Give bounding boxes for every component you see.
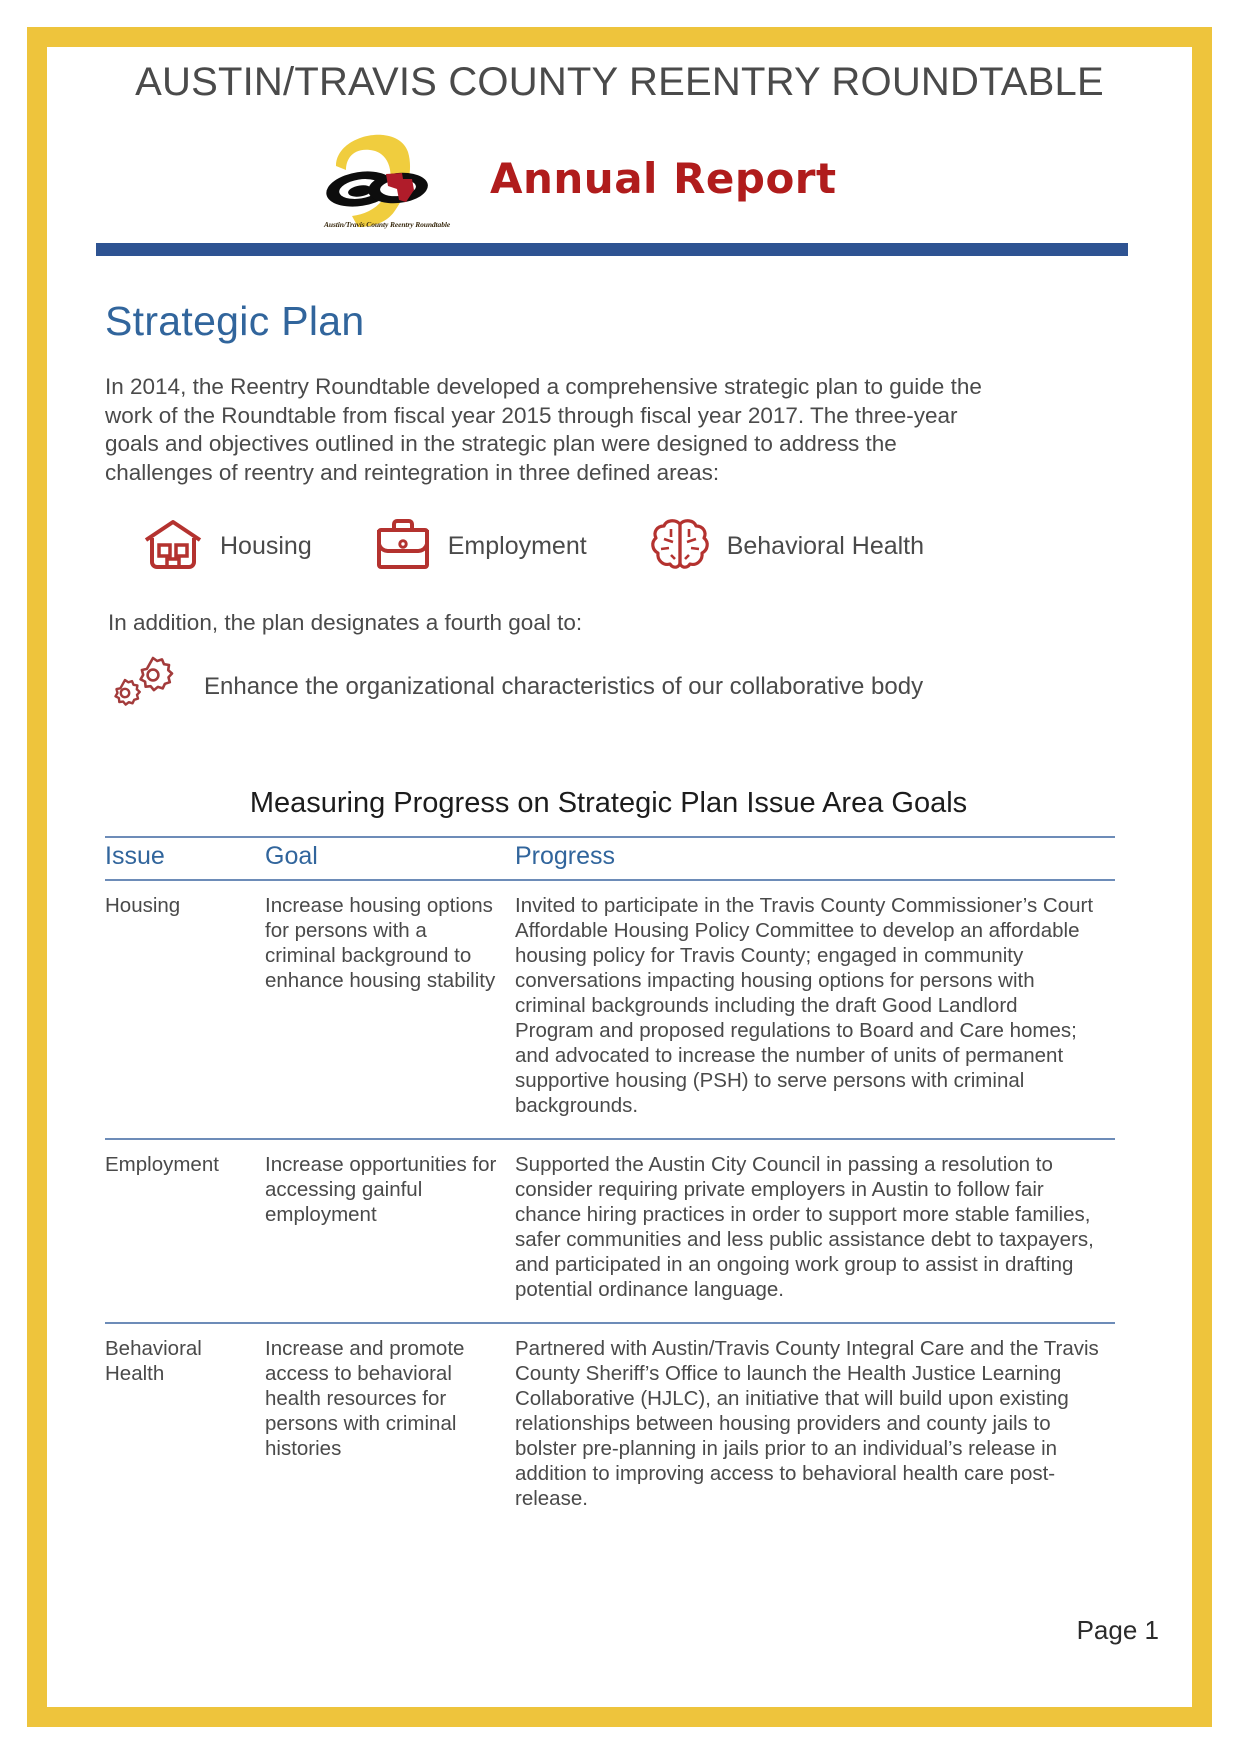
annual-report-label: Annual Report: [490, 153, 837, 203]
page-content: [72, 60, 1167, 1531]
table-row: [105, 1323, 1115, 1531]
gear-small: [116, 680, 140, 705]
section-title: Strategic Plan: [105, 298, 365, 344]
focus-areas-row: [142, 517, 1167, 576]
progress-table: [105, 836, 1115, 1531]
cell-goal: Increase and promote access to behavioral health resources for persons with criminal histories: [265, 1337, 465, 1461]
focus-area-label: Behavioral Health: [726, 532, 925, 561]
logo-row: [72, 123, 1167, 233]
section-intro-text: In 2014, the Reentry Roundtable developed a comprehensive strategic plan to guide the work of the Roundtable from fiscal year 2015 through fiscal year 2017. The three-year goals and objectives outlined in the strategic plan were designed to address the challenges of reentry and reintegration in three defined areas:: [105, 374, 982, 485]
blue-divider-bar: [96, 243, 1128, 256]
gear-large: [141, 658, 172, 690]
cell-issue: Employment: [105, 1139, 265, 1323]
logo-svg: [302, 126, 462, 231]
logo-caption: Austin/Travis County Reentry Roundtable: [324, 219, 451, 229]
fourth-goal-text: Enhance the organizational characteristics of our collaborative body: [204, 672, 924, 700]
gears-icon: [110, 654, 184, 719]
focus-area-behavioral-health: [649, 517, 924, 576]
house-icon: [142, 518, 204, 575]
cell-issue: Housing: [105, 880, 265, 1139]
brain-icon: [649, 517, 711, 576]
cell-goal: Increase housing options for persons with a criminal background to enhance housing stability: [265, 880, 515, 1139]
table-header-row: [105, 837, 1115, 880]
fourth-goal-row: [110, 654, 1167, 719]
column-header-goal: Goal: [265, 837, 515, 880]
table-caption: Measuring Progress on Strategic Plan Issue Area Goals: [249, 787, 968, 820]
focus-area-housing: [142, 518, 312, 575]
page-number: Page 1: [1076, 1615, 1159, 1645]
briefcase-icon: [374, 517, 432, 576]
cell-goal: Increase opportunities for accessing gainful employment: [265, 1139, 515, 1323]
organization-logo-icon: [302, 126, 462, 231]
cell-issue: Behavioral Health: [105, 1337, 202, 1386]
cell-progress: Supported the Austin City Council in passing a resolution to consider requiring private employers in Austin to follow fair chance hiring practices in order to support more stable families, safer communities and less public assistance debt to taxpayers, and participated in an ongoing work group to assist in drafting potential ordinance language.: [515, 1139, 1115, 1323]
table-row: [105, 880, 1115, 1139]
table-row: [105, 1139, 1115, 1323]
cell-progress: Invited to participate in the Travis County Commissioner’s Court Affordable Housing Policy Committee to develop an affordable housing policy for Travis County; engaged in community conversations impacting housing options for persons with criminal backgrounds including the draft Good Landlord Program and proposed regulations to Board and Care homes; and advocated to increase the number of units of permanent supportive housing (PSH) to serve persons with criminal backgrounds.: [515, 880, 1115, 1139]
page-title: AUSTIN/TRAVIS COUNTY REENTRY ROUNDTABLE: [135, 60, 1104, 104]
focus-area-label: Employment: [447, 532, 587, 561]
fourth-goal-intro: In addition, the plan designates a fourth goal to:: [108, 610, 583, 636]
column-header-progress: Progress: [515, 837, 1115, 880]
column-header-issue: Issue: [105, 837, 265, 880]
focus-area-label: Housing: [220, 532, 312, 561]
focus-area-employment: [374, 517, 587, 576]
cell-progress: Partnered with Austin/Travis County Integral Care and the Travis County Sheriff’s Office to launch the Health Justice Learning Collaborative (HJLC), an initiative that will build upon existing relationships between housing providers and county jails to bolster pre-planning in jails prior to an individual’s release in addition to improving access to behavioral health care post-release.: [515, 1337, 1099, 1511]
